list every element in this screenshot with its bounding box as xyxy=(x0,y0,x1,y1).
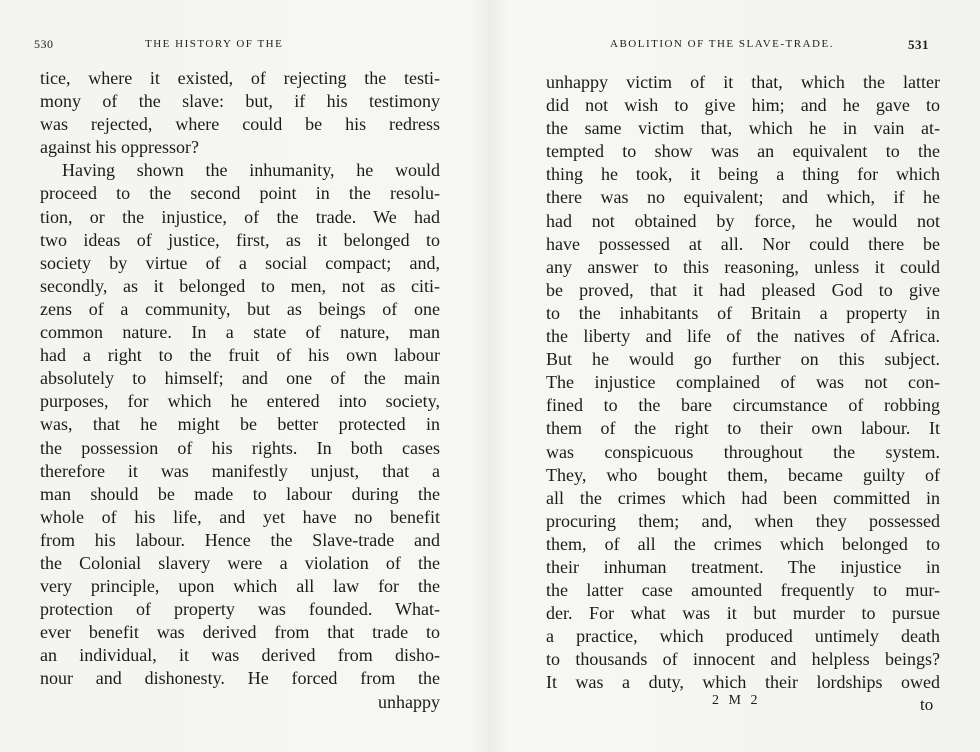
text-line: them of the right to their own labour. It xyxy=(546,418,940,439)
text-line: It was a duty, which their lordships owed xyxy=(546,672,940,693)
body-text xyxy=(40,67,440,714)
text-line: very principle, upon which all law for the xyxy=(40,576,440,597)
text-line: tion, or the injustice, of the trade. We had xyxy=(40,206,440,227)
catchword: to xyxy=(920,695,934,714)
text-line: tempted to show was an equivalent to the xyxy=(546,141,940,162)
text-line: against his oppressor? xyxy=(40,137,199,158)
text-line: ever benefit was derived from that trade to xyxy=(40,622,440,643)
running-head: ABOLITION OF THE SLAVE-TRADE. xyxy=(610,38,834,50)
text-line: their inhuman treatment. The injustice in xyxy=(546,556,940,577)
text-line: had a right to the fruit of his own labour xyxy=(40,345,440,366)
text-line: was, that he might be better protected in xyxy=(40,414,440,435)
text-line: absolutely to himself; and one of the main xyxy=(40,368,440,389)
text-line: therefore it was manifestly unjust, that a xyxy=(40,460,440,481)
text-line: an individual, it was derived from disho- xyxy=(40,645,440,666)
text-line: the liberty and life of the natives of Africa. xyxy=(546,326,940,347)
page-number: 530 xyxy=(34,37,54,51)
text-line: be proved, that it had pleased God to give xyxy=(546,279,940,300)
text-line: mony of the slave: but, if his testimony xyxy=(40,91,440,112)
text-line: purposes, for which he entered into society, xyxy=(40,391,440,412)
text-line: common nature. In a state of nature, man xyxy=(40,322,440,343)
text-line: the same victim that, which he in vain at- xyxy=(546,118,940,139)
running-head: THE HISTORY OF THE xyxy=(145,38,284,50)
text-line: was conspicuous throughout the system. xyxy=(546,441,940,462)
text-line: society by virtue of a social compact; and, xyxy=(40,252,440,273)
text-line: But he would go further on this subject. xyxy=(546,349,940,370)
text-line: man should be made to labour during the xyxy=(40,483,440,504)
text-line: secondly, as it belonged to men, not as citi- xyxy=(40,275,440,296)
text-line: They, who bought them, became guilty of xyxy=(546,464,940,485)
text-line: two ideas of justice, first, as it belonged to xyxy=(40,229,440,250)
signature-mark: 2 M 2 xyxy=(712,693,761,708)
catchword: unhappy xyxy=(378,691,440,712)
text-line: procuring them; and, when they possessed xyxy=(546,510,940,531)
text-line: there was no equivalent; and which, if he xyxy=(546,187,940,208)
text-line: nour and dishonesty. He forced from the xyxy=(40,668,440,689)
text-line: zens of a community, but as beings of one xyxy=(40,298,440,319)
text-line: Having shown the inhumanity, he would xyxy=(62,160,440,181)
text-line: was rejected, where could be his redress xyxy=(40,114,440,135)
text-line: any answer to this reasoning, unless it could xyxy=(546,256,940,277)
text-line: to the inhabitants of Britain a property in xyxy=(546,302,940,323)
text-line: did not wish to give him; and he gave to xyxy=(546,95,940,116)
text-line: thing he took, it being a thing for which xyxy=(546,164,940,185)
text-line: fined to the bare circumstance of robbing xyxy=(546,395,940,416)
right-page xyxy=(490,0,980,752)
text-line: der. For what was it but murder to pursue xyxy=(546,603,940,624)
text-line: The injustice complained of was not con- xyxy=(546,372,940,393)
text-line: protection of property was founded. What- xyxy=(40,599,440,620)
text-line: all the crimes which had been committed in xyxy=(546,487,940,508)
text-line: had not obtained by force, he would not xyxy=(546,210,940,231)
body-text xyxy=(546,71,940,695)
text-line: them, of all the crimes which belonged to xyxy=(546,533,940,554)
text-line: the possession of his rights. In both cases xyxy=(40,437,440,458)
text-line: a practice, which produced untimely death xyxy=(546,626,940,647)
text-line: from his labour. Hence the Slave-trade and xyxy=(40,529,440,550)
text-line: have possessed at all. Nor could there be xyxy=(546,233,940,254)
text-line: tice, where it existed, of rejecting the testi- xyxy=(40,68,440,88)
text-line: unhappy victim of it that, which the latter xyxy=(546,72,940,92)
text-line: the Colonial slavery were a violation of the xyxy=(40,552,440,573)
page-number: 531 xyxy=(908,37,929,52)
text-line: whole of his life, and yet have no benefit xyxy=(40,506,440,527)
text-line: proceed to the second point in the resolu- xyxy=(40,183,440,204)
text-line: the latter case amounted frequently to mur- xyxy=(546,580,940,601)
text-line: to thousands of innocent and helpless beings? xyxy=(546,649,940,670)
